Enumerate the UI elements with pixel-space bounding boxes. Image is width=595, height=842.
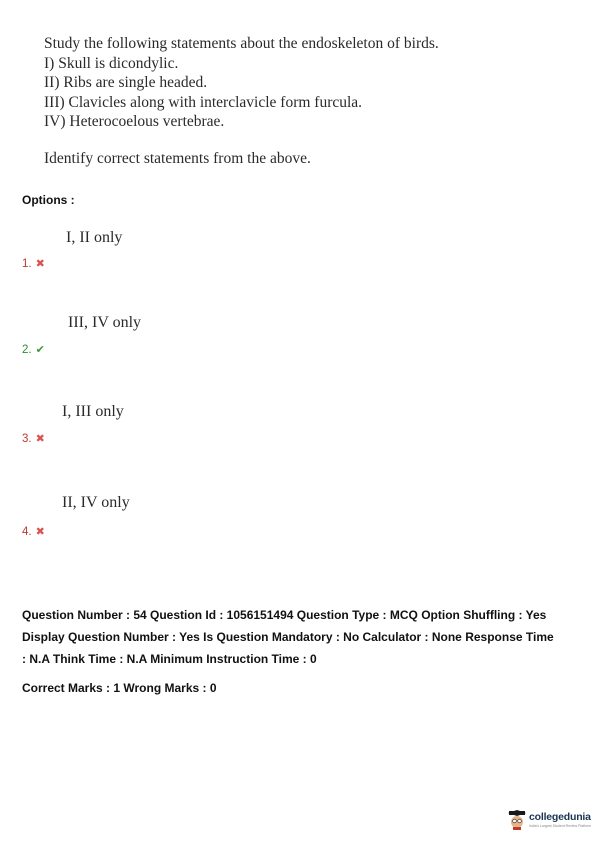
cross-icon: ✖ <box>35 433 45 445</box>
option-number-label: 2. <box>22 344 32 356</box>
statement-1: I) Skull is dicondylic. <box>44 54 179 72</box>
option-number-label: 3. <box>22 433 32 445</box>
question-metadata <box>22 604 582 670</box>
brand-tagline: India's Largest Student Review Platform <box>529 824 592 828</box>
option-2-text: III, IV only <box>68 314 142 331</box>
option-3-text: I, III only <box>62 403 124 420</box>
question-block <box>44 34 439 168</box>
option-4-text: II, IV only <box>62 494 130 511</box>
options-heading: Options : <box>22 193 75 207</box>
metadata-line-2: Display Question Number : Yes Is Question Mandatory : No Calculator : None Response Time <box>22 630 554 644</box>
statement-4: IV) Heterocoelous vertebrae. <box>44 113 225 130</box>
option-4-number <box>22 525 45 538</box>
option-number-label: 4. <box>22 526 32 538</box>
statement-3: III) Clavicles along with interclavicle form furcula. <box>44 93 363 111</box>
check-icon: ✔ <box>35 344 45 356</box>
mascot-icon <box>508 810 526 830</box>
metadata-line-3: : N.A Think Time : N.A Minimum Instruction Time : 0 <box>22 652 317 666</box>
metadata-line-1: Question Number : 54 Question Id : 1056151494 Question Type : MCQ Option Shuffling : Yes <box>22 608 547 622</box>
question-stem: Study the following statements about the endoskeleton of birds. <box>44 35 439 52</box>
cross-icon: ✖ <box>35 526 45 538</box>
option-number-label: 1. <box>22 258 32 270</box>
option-3-number <box>22 432 45 445</box>
collegedunia-logo <box>508 808 592 834</box>
marks-info: Correct Marks : 1 Wrong Marks : 0 <box>22 681 217 695</box>
brand-name: collegedunia <box>529 811 591 823</box>
cross-icon: ✖ <box>35 258 45 270</box>
statement-2: II) Ribs are single headed. <box>44 74 208 91</box>
option-2-number <box>22 343 45 356</box>
option-1-number <box>22 257 45 270</box>
option-1-text: I, II only <box>66 229 123 246</box>
question-instruction: Identify correct statements from the above. <box>44 149 311 167</box>
